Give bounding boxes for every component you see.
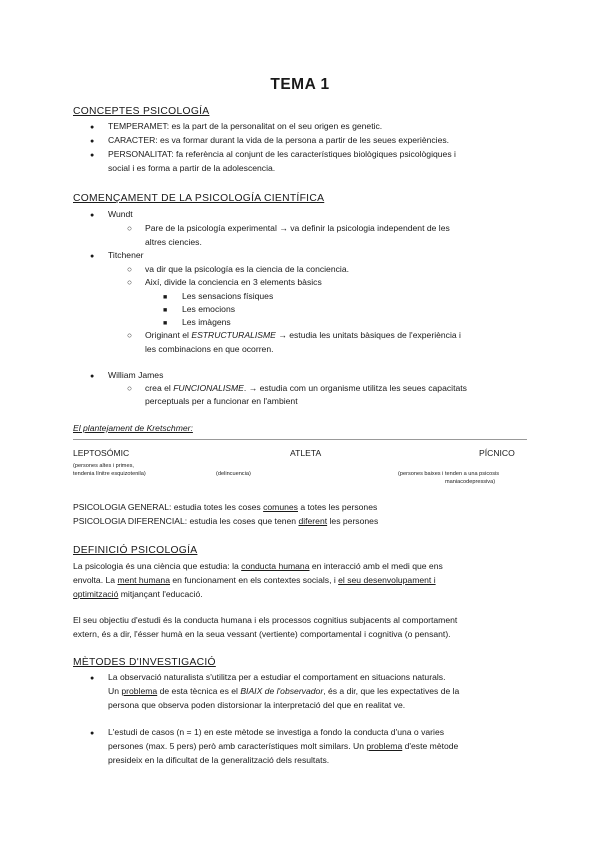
heading-comencament: COMENÇAMENT DE LA PSICOLOGÍA CIENTÍFICA (73, 193, 325, 204)
kretschmer-heading: El plantejament de Kretschmer: (73, 423, 193, 433)
heading-definicio: DEFINICIÓ PSICOLOGÍA (73, 545, 198, 556)
list-item: Les imàgens (182, 317, 231, 327)
list-item: Pare de la psicología experimental → va definir la psicologia independent de les (145, 223, 450, 233)
bullet-icon (90, 249, 94, 264)
note-picnico: (persones baixes i tenden a una psicosis (398, 471, 500, 477)
type-atleta: ATLETA (290, 448, 322, 458)
bullet-icon (90, 208, 94, 223)
list-item: Les sensacions físiques (182, 291, 274, 301)
bullet-icon (90, 120, 94, 135)
list-item-cont: altres ciencies. (145, 237, 202, 247)
list-item-wundt: Wundt (108, 209, 133, 219)
bullet-icon (90, 134, 94, 149)
heading-metodes: MÈTODES D'INVESTIGACIÓ (73, 657, 216, 668)
list-item-titchener: Titchener (108, 250, 144, 260)
casos-line-1: L'estudi de casos (n = 1) en este mètode se investiga a fondo la conducta d'una o varies (108, 727, 445, 737)
type-picnico: PÍCNICO (479, 448, 515, 458)
definicio-line-3: optimització mitjançant l'educació. (73, 589, 203, 599)
note-picnico-2: maniacodepressiva) (445, 479, 496, 485)
list-item: Les emocions (182, 304, 236, 314)
bullet-icon (90, 369, 94, 384)
bullet-icon (90, 148, 94, 163)
psicologia-diferencial: PSICOLOGIA DIFERENCIAL: estudia les coses que tenen diferent les persones (73, 516, 379, 526)
note-leptosomic-2: tendenia línitre esquizotenila) (73, 471, 146, 477)
bullet-icon (90, 726, 94, 741)
list-item-estructuralisme: Originant el ESTRUCTURALISME → estudia les unitats bàsiques de l'experiència i (145, 330, 461, 340)
list-item-cont: les combinacions en que ocorren. (145, 344, 274, 354)
list-item: PERSONALITAT: fa referència al conjunt de les característiques biològiques psicològiques i (108, 149, 456, 159)
list-item: CARACTER: es va formar durant la vida de la persona a partir de les seues experiències. (108, 135, 450, 145)
circle-bullet-icon (127, 329, 132, 343)
bullet-icon (90, 671, 94, 686)
circle-bullet-icon (127, 222, 132, 236)
heading-conceptes: CONCEPTES PSICOLOGÍA (73, 106, 210, 117)
objectiu-line-2: extern, és a dir, l'ésser humà en la seua vessant (vertiente) comportamental i cognitiva (o pensant). (73, 629, 451, 639)
definicio-line-2: envolta. La ment humana en funcionament en els contextes socials, i el seu desenvolupament i (73, 575, 436, 585)
list-item: Així, divide la conciencia en 3 elements bàsics (145, 277, 322, 287)
psicologia-general: PSICOLOGIA GENERAL: estudia totes les coses comunes a totes les persones (73, 502, 378, 512)
type-leptosomic: LEPTOSÓMIC (73, 448, 130, 458)
list-item-cont: social i es forma a partir de la adolescencia. (108, 163, 276, 173)
observacio-line-2: Un problema de esta tècnica es el BIAIX de l'observador, és a dir, que les expectatives de la (108, 686, 460, 696)
list-item-cont: perceptuals per a funcionar en l'ambient (145, 396, 298, 406)
objectiu-line-1: El seu objectiu d'estudi és la conducta humana i els processos cognitius subjacents al comportament (73, 615, 458, 625)
list-item: va dir que la psicología es la ciencia de la conciencia. (145, 264, 349, 274)
divider (73, 439, 527, 440)
list-item-funcionalisme: crea el FUNCIONALISME. → estudia com un organisme utilitza les seues capacitats (145, 383, 467, 393)
casos-line-3: presideix en la dificultat de la generalització dels resultats. (108, 755, 330, 765)
list-item-james: William James (108, 370, 164, 380)
note-atleta: (delincuencia) (216, 471, 251, 477)
observacio-line-1: La observació naturalista s'utilitza per a estudiar el comportament en situacions naturals. (108, 672, 446, 682)
casos-line-2: persones (max. 5 pers) però amb característiques molt similars. Un problema d'este mètode (108, 741, 459, 751)
circle-bullet-icon (127, 276, 132, 290)
circle-bullet-icon (127, 263, 132, 277)
observacio-line-3: persona que observa poden distorsionar la interpretació del que en realitat ve. (108, 700, 406, 710)
page-title: TEMA 1 (270, 76, 330, 93)
list-item: TEMPERAMET: es la part de la personalitat on el seu origen es genetic. (108, 121, 383, 131)
circle-bullet-icon (127, 382, 132, 396)
note-leptosomic: (persones altes i primes, (73, 463, 134, 469)
definicio-line-1: La psicologia és una ciència que estudia: la conducta humana en interacció amb el medi que ens (73, 561, 443, 571)
